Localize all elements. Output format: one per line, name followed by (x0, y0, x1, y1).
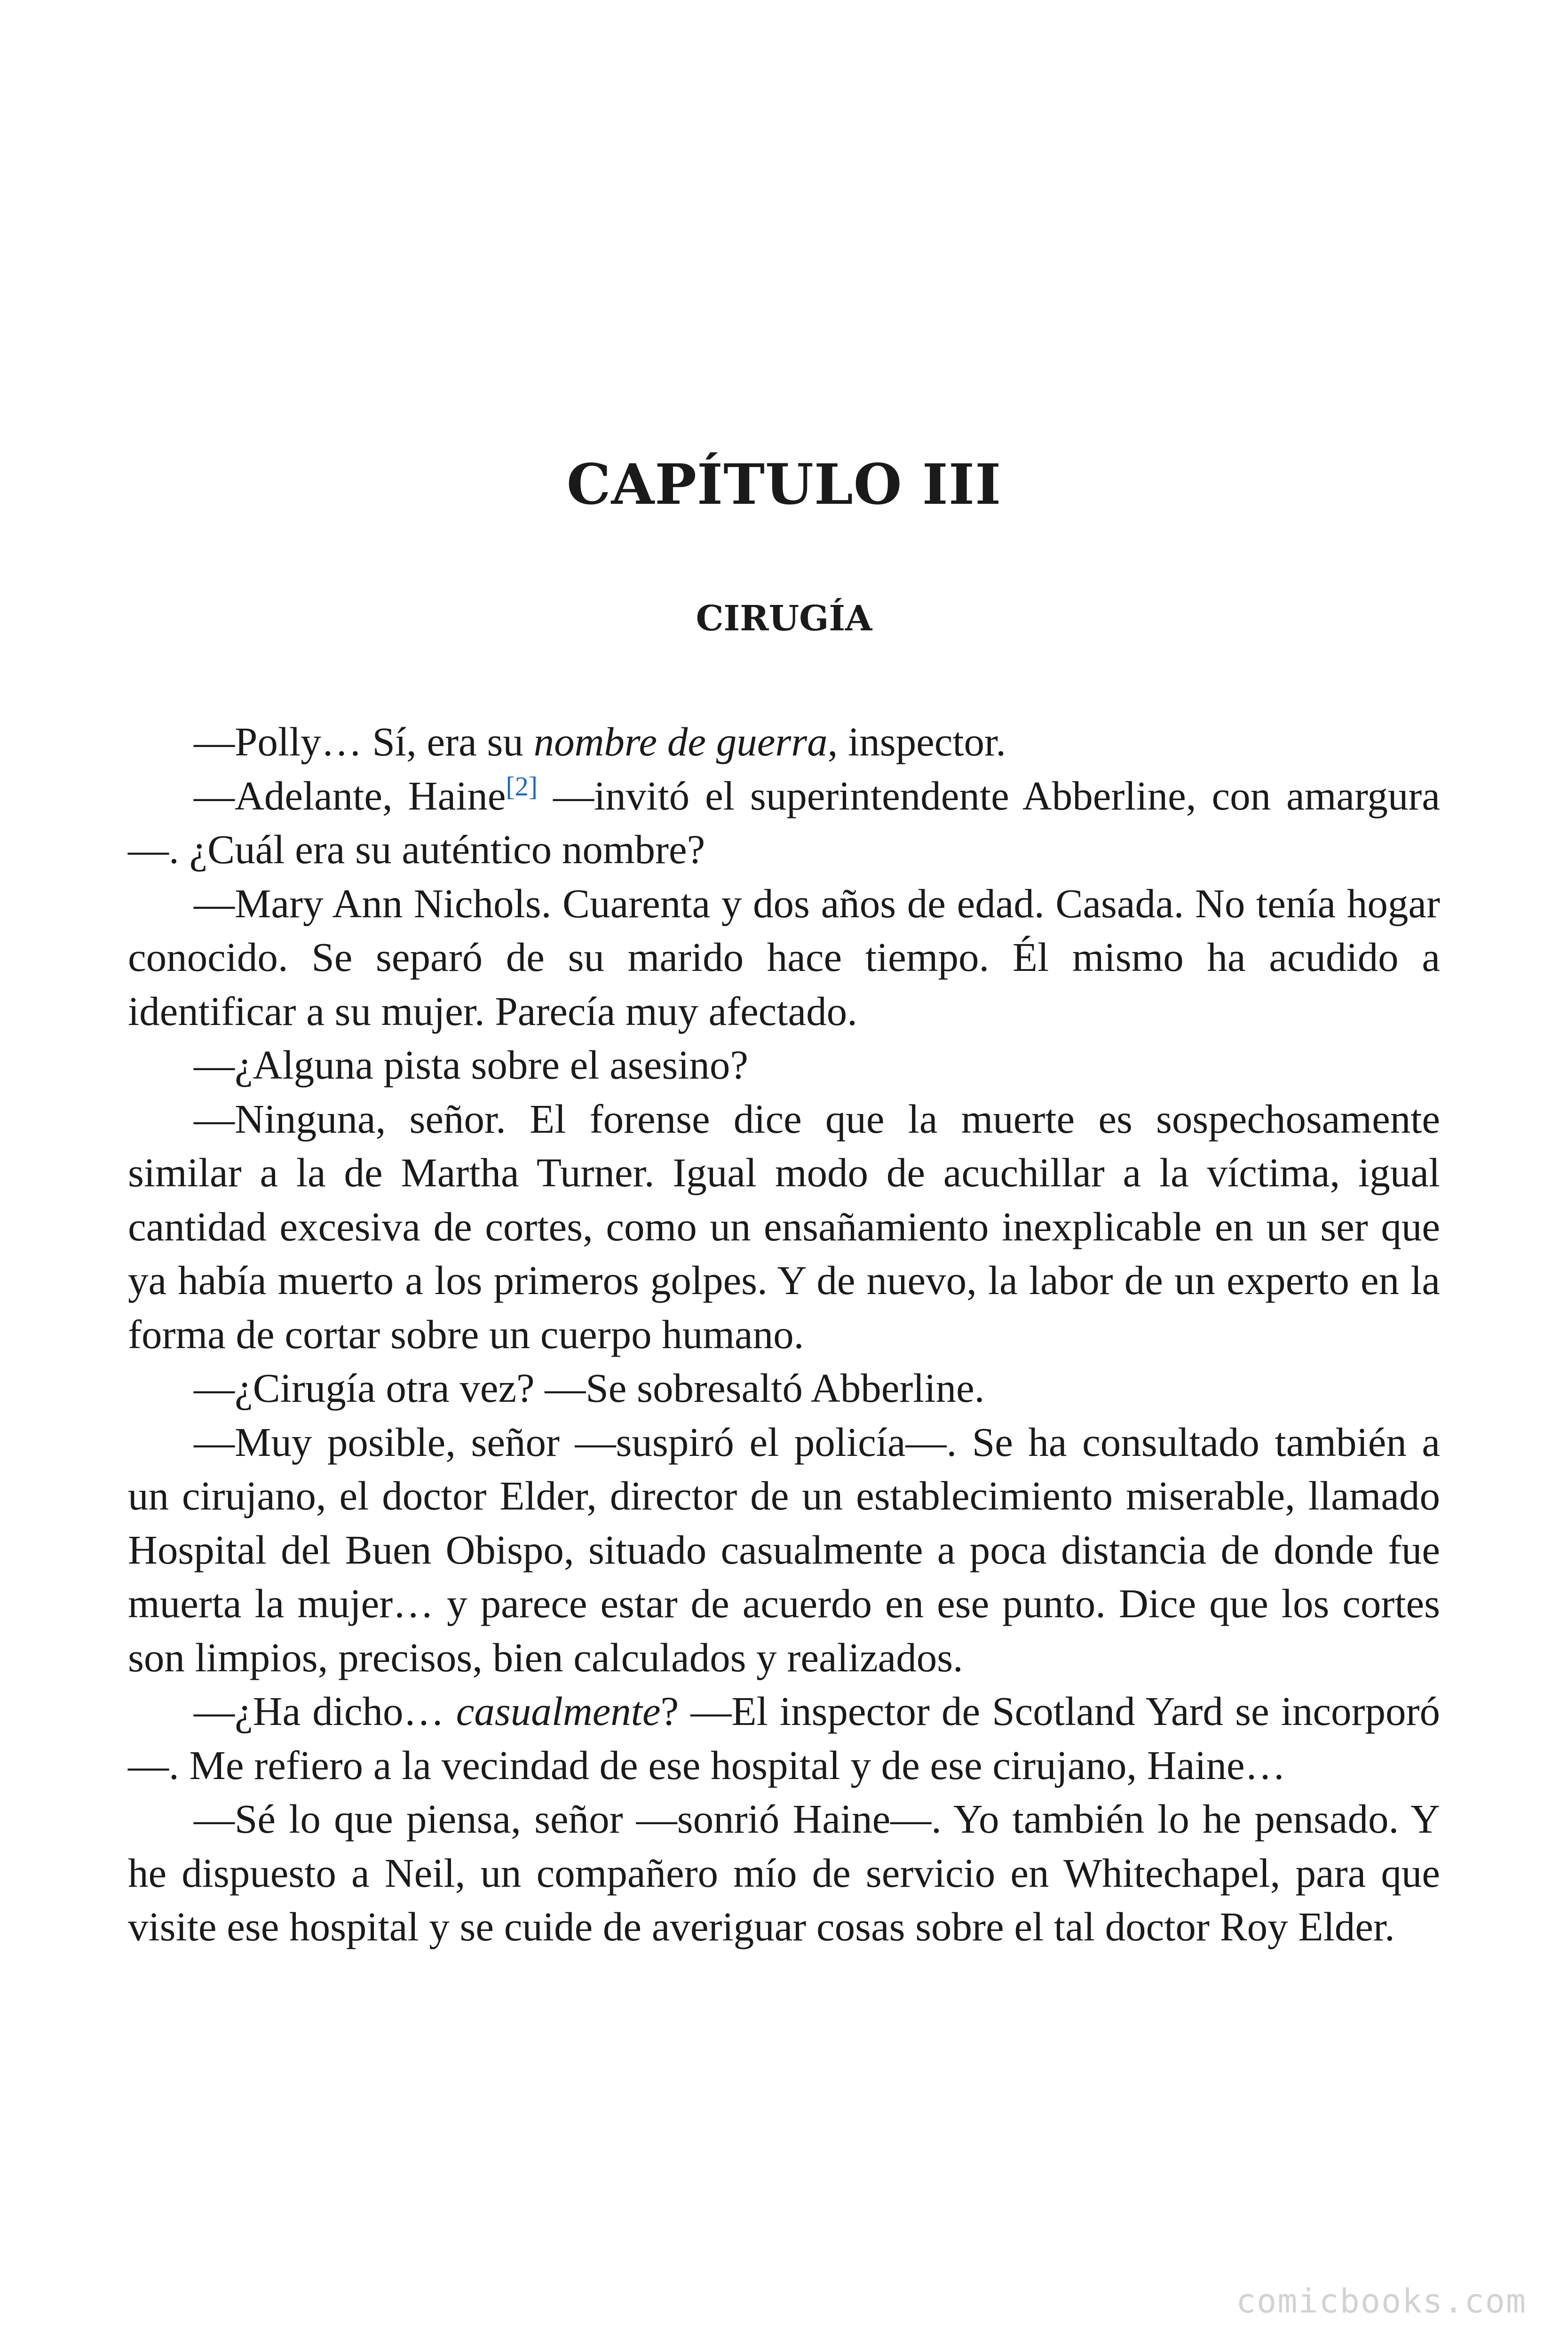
paragraph (128, 1685, 1440, 1792)
paragraph: —Mary Ann Nichols. Cuarenta y dos años de edad. Casada. No tenía hogar conocido. Se separó de su marido hace tiempo. Él mismo ha acudido a identificar a su mujer. Parecía muy afectado. (128, 880, 1440, 1034)
footnote-link[interactable]: [2] (506, 771, 538, 802)
paragraph: —¿Cirugía otra vez? —Se sobresaltó Abberline. (194, 1365, 985, 1411)
paragraph: —¿Alguna pista sobre el asesino? (194, 1042, 749, 1088)
paragraph-text: —Polly… Sí, era su (194, 719, 534, 764)
italic-text: casualmente (456, 1688, 661, 1734)
paragraph-text: —¿Ha dicho… (194, 1688, 456, 1734)
paragraph-text: ? —El inspector de Scotland Yard se incorporó—. Me refiero a la vecindad de ese hospital y de ese cirujano, Haine… (128, 1688, 1440, 1788)
paragraph: —Sé lo que piensa, señor —sonrió Haine—. Yo también lo he pensado. Y he dispuesto a Neil, un compañero mío de servicio en Whitechapel, para que visite ese hospital y se cuide de averiguar cosas sobre el tal doctor Roy Elder. (128, 1796, 1440, 1949)
paragraph: —Muy posible, señor —suspiró el policía—. Se ha consultado también a un cirujano, el doctor Elder, director de un establecimiento miserable, llamado Hospital del Buen Obispo, situado casualmente a poca distancia de donde fue muerta la mujer… y parece estar de acuerdo en ese punto. Dice que los cortes son limpios, precisos, bien calculados y realizados. (128, 1419, 1440, 1680)
watermark: comicbooks.com (1235, 2282, 1527, 2320)
chapter-body (128, 715, 1440, 1954)
paragraph-text: , inspector. (827, 719, 1006, 764)
paragraph (128, 715, 1440, 769)
paragraph: —Ninguna, señor. El forense dice que la muerte es sospechosamente similar a la de Martha Turner. Igual modo de acuchillar a la víctima, igual cantidad excesiva de cortes, como un ensañamiento inexplicable en un ser que ya había muerto a los primeros golpes. Y de nuevo, la labor de un experto en la forma de cortar sobre un cuerpo humano. (128, 1096, 1440, 1357)
paragraph-text: —invitó el superintendente Abberline, con amargura—. ¿Cuál era su auténtico nombre? (128, 772, 1440, 872)
italic-text: nombre de guerra (533, 719, 828, 764)
chapter-title: CAPÍTULO III (566, 452, 1002, 517)
chapter-subtitle: CIRUGÍA (696, 598, 872, 639)
paragraph (128, 769, 1440, 877)
paragraph-text: —Adelante, Haine (194, 772, 506, 818)
